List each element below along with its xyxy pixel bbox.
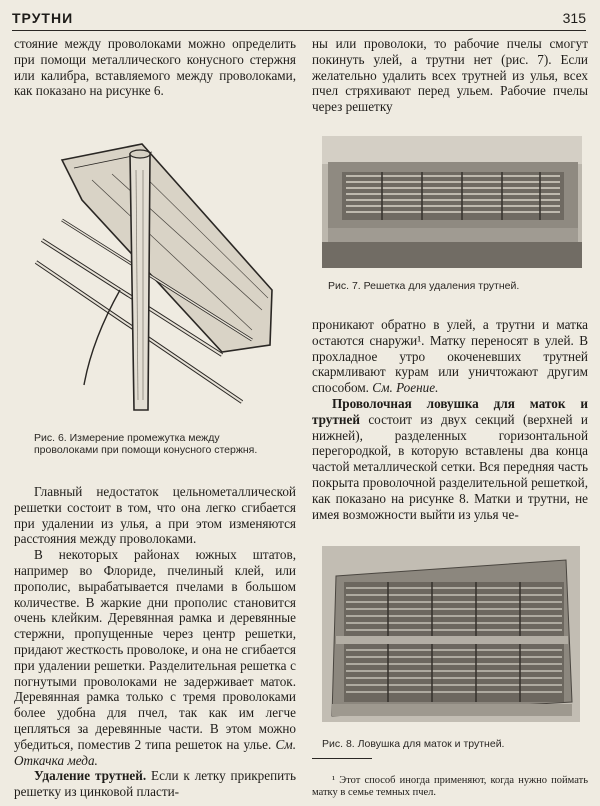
paragraph-queen-remains-text: проникают обратно в улей, а трутни и матка остаются снаружи¹. Матку переносят в улей. В прохладное утро окоченевших трутней скармливают курам или уничтожают другим способом. [312, 317, 588, 396]
footnote: ¹ Этот способ иногда применяют, когда нужно поймать матку в семье темных пчел. [312, 774, 588, 798]
figure-8-trap [322, 546, 580, 722]
left-column-lower [14, 484, 296, 800]
figure-6 [22, 140, 290, 430]
paragraph-queen-remains [312, 317, 588, 396]
see-honey-extraction: См. Откачка меда. [14, 736, 297, 768]
paragraph-drone-removal [14, 768, 296, 800]
page-number: 315 [562, 10, 586, 26]
wire-trap-text: состоит из двух секций (верхней и нижней), разделенных горизонтальной перегородкой, в которую вставлены два конца частой металлической сетки. Вся передняя часть покрыта проволочной разделительной решеткой, как показано на рисунке 8. Матки и трутни, не имея возможности выйти из улья че- [312, 411, 588, 522]
paragraph-south-text: В некоторых районах южных штатов, например во Флориде, пчелиный клей, или прополис, вырабатывается пчелами в большом количестве. В жаркие дни прополис становится очень клейким. Деревянная рамка и деревянные стержни, пропущенные через центр решетки, придают жесткость проволоке, и она не сгибается при удалении решетки. Разделительная решетка с погнутыми проволоками не задерживает маток. Деревянная рамка только с тремя проволоками более удобна для пчел, так как им легче цепляться за деревянные части. В этом можно убедиться, поместив 2 типа решеток на улье. [14, 547, 296, 752]
figure-7-drone-grid [322, 136, 582, 268]
figure-7-caption: Рис. 7. Решетка для удаления трутней. [328, 280, 520, 292]
figure-6-illustration [22, 140, 290, 430]
left-column [14, 36, 296, 99]
paragraph-top-left: стояние между проволоками можно определить при помощи металлического конусного стержня или калибра, вставляемого между проволоками, как показано на рисунке 6. [14, 36, 296, 99]
paragraph-wire-trap [312, 396, 588, 522]
footnote-divider [312, 758, 372, 759]
running-header [12, 8, 586, 31]
drone-removal-text: Если к летку прикрепить решетку из цинковой пласти- [14, 768, 297, 800]
wire-trap-heading: Проволочная ловушка для маток и трутней [312, 395, 588, 427]
figure-8-caption: Рис. 8. Ловушка для маток и трутней. [322, 738, 505, 750]
figure-8-photo [322, 546, 580, 722]
see-swarming: См. Роение. [372, 380, 439, 396]
drone-removal-heading: Удаление трутней. [34, 768, 147, 784]
paragraph-main-drawback: Главный недостаток цельнометаллической решетки состоит в том, что она легко сгибается при удалении из улья, а при этом изменяются расстояния между проволоками. [14, 484, 296, 547]
right-column [312, 36, 588, 115]
right-column-mid [312, 317, 588, 522]
page-title: ТРУТНИ [12, 10, 74, 26]
figure-6-caption: Рис. 6. Измерение промежутка между проволоками при помощи конусного стержня. [34, 432, 258, 457]
paragraph-south [14, 547, 296, 768]
figure-7-photo [322, 136, 582, 268]
paragraph-top-right: ны или проволоки, то рабочие пчелы смогут покинуть улей, а трутни нет (рис. 7). Если желательно удалить всех трутней из улья, всех пчел стряхивают перед ульем. Рабочие пчелы через решетку [312, 36, 588, 115]
